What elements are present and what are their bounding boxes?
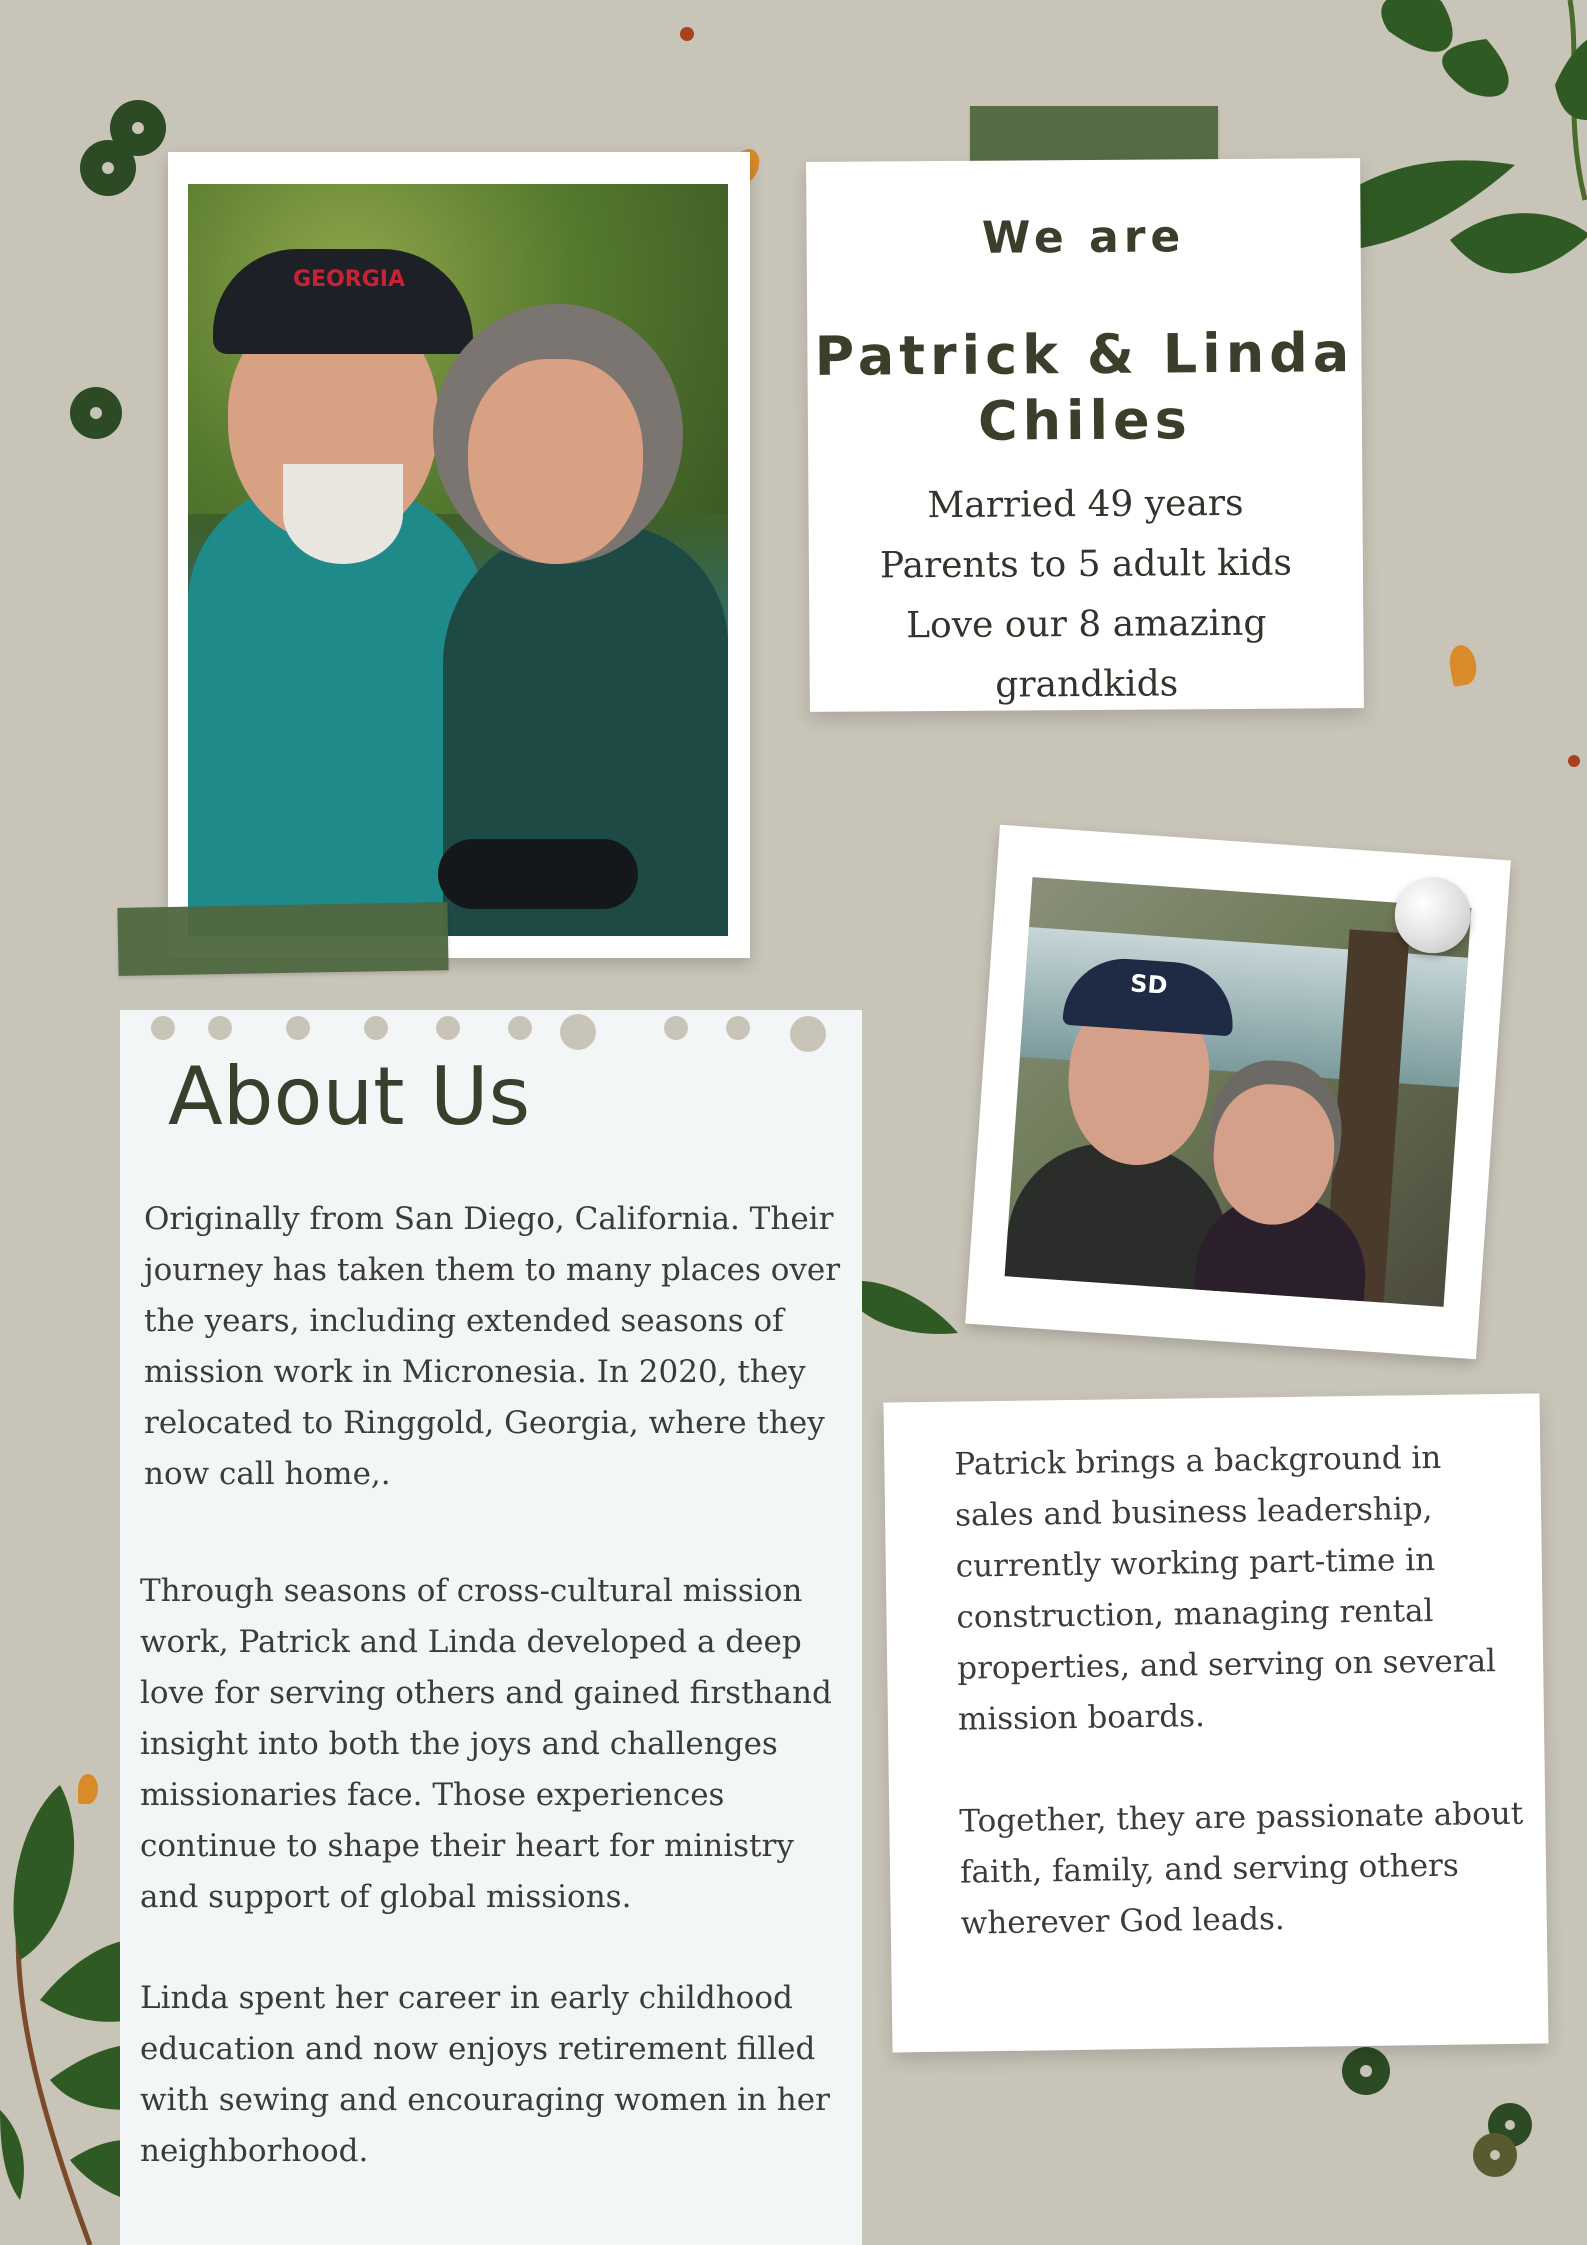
photo-frame-river — [965, 825, 1511, 1359]
sequin-bottom-right-icon — [1340, 2045, 1392, 2097]
petal-icon — [1447, 643, 1480, 687]
cap-text: GEORGIA — [293, 267, 405, 292]
text-line: mission work in Micronesia. In 2020, they — [144, 1354, 806, 1390]
man-beard — [283, 464, 403, 564]
text-line: Linda spent her career in early childhood — [140, 1980, 793, 2016]
couple-photo-top — [188, 184, 728, 936]
right-card — [883, 1393, 1548, 2052]
text-line: insight into both the joys and challenges — [140, 1726, 778, 1762]
text-line: now call home,. — [144, 1456, 391, 1492]
about-paragraph-3 — [140, 1973, 850, 2177]
text-line: the years, including extended seasons of — [144, 1303, 784, 1339]
text-line: Originally from San Diego, California. Their — [144, 1201, 834, 1237]
about-paragraph-1 — [144, 1194, 844, 1500]
tape-photo-bottom — [117, 902, 448, 976]
text-line: work, Patrick and Linda developed a deep — [140, 1624, 802, 1660]
text-line: properties, and serving on several — [956, 1643, 1497, 1687]
facts-list — [808, 473, 1364, 717]
fact-grandkids: Love our 8 amazing grandkids — [906, 602, 1267, 706]
couple-photo-river — [1005, 877, 1472, 1307]
confetti-icon — [1568, 755, 1580, 767]
text-line: education and now enjoys retirement filled — [140, 2031, 816, 2067]
confetti-icon — [680, 27, 694, 41]
text-line: neighborhood. — [140, 2133, 369, 2169]
text-line: continue to shape their heart for ministry — [140, 1828, 794, 1864]
sequins-top-left-icon — [78, 98, 173, 198]
text-line: love for serving others and gained firsthand — [140, 1675, 832, 1711]
text-line: relocated to Ringgold, Georgia, where they — [144, 1405, 825, 1441]
cap-2-text: SD — [1129, 969, 1169, 1000]
right-paragraph-1 — [954, 1432, 1528, 1746]
text-line: wherever God leads. — [960, 1901, 1286, 1942]
about-paragraph-2 — [140, 1566, 850, 1923]
text-line: Together, they are passionate about — [959, 1795, 1524, 1840]
names-line2: Chiles — [977, 388, 1193, 453]
fact-kids: Parents to 5 adult kids — [879, 542, 1293, 587]
text-line: currently working part-time in — [955, 1541, 1436, 1585]
text-line: Patrick brings a background in — [954, 1439, 1442, 1483]
names-line1: Patrick & Linda — [814, 321, 1355, 388]
about-card — [120, 1010, 862, 2245]
text-line: faith, family, and serving others — [959, 1847, 1460, 1891]
woman-face — [468, 359, 643, 564]
text-line: journey has taken them to many places over — [144, 1252, 841, 1288]
right-paragraph-2 — [959, 1789, 1531, 1950]
sequins-corner-icon — [1470, 2100, 1540, 2180]
text-line: with sewing and encouraging women in her — [140, 2082, 830, 2118]
about-title: About Us — [168, 1050, 531, 1143]
name-card — [806, 158, 1364, 712]
cap — [213, 249, 473, 354]
bag-strap — [438, 839, 638, 909]
sequin-left-icon — [68, 385, 124, 441]
leaf-branch-bottom-left-icon — [0, 1780, 130, 2245]
text-line: missionaries face. Those experiences — [140, 1777, 725, 1813]
text-line: and support of global missions. — [140, 1879, 632, 1915]
names-heading — [807, 320, 1362, 456]
photo-frame-top — [168, 152, 750, 958]
text-line: Through seasons of cross-cultural mission — [140, 1573, 803, 1609]
text-line: mission boards. — [957, 1698, 1206, 1738]
petal-icon — [78, 1774, 98, 1804]
fact-married: Married 49 years — [927, 482, 1244, 527]
text-line: sales and business leadership, — [954, 1490, 1433, 1534]
we-are-label: We are — [981, 211, 1186, 264]
text-line: construction, managing rental — [956, 1592, 1434, 1636]
